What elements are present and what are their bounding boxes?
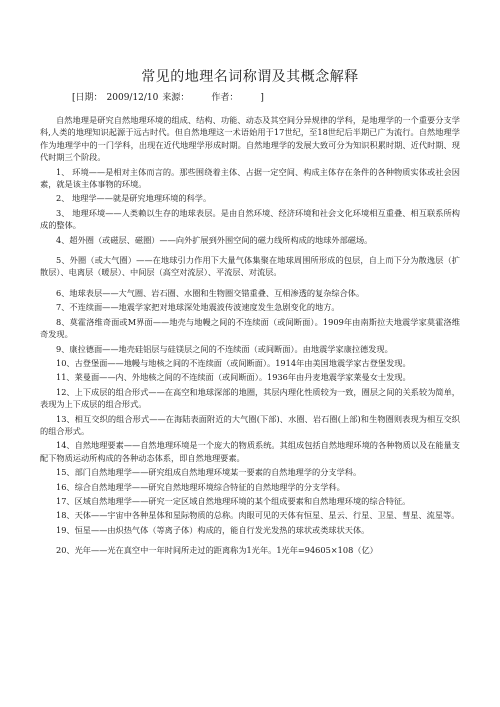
meta-author-label: 作者： xyxy=(211,93,239,103)
page-title: 常见的地理名词称谓及其概念解释 xyxy=(141,69,359,85)
article-meta xyxy=(72,92,460,105)
meta-source-label: 来源： xyxy=(162,93,190,103)
list-item: 8、莫霍洛维奇面或M界面——地壳与地幔之间的不连续面（或间断面）。1909年由南斯拉夫地震学家莫霍洛维奇发现。 xyxy=(40,316,460,340)
list-item: 19、恒星——由炽热气体（等离子体）构成的，能自行发光发热的球状或类球状天体。 xyxy=(56,524,370,535)
list-item: 7、不连续面——地震学家把对地球深处地震波传波速度发生急剧变化的地方。 xyxy=(56,302,340,313)
meta-date: 2009/12/10 xyxy=(106,93,159,103)
list-item: 5、外圈（或大气圈）——在地球引力作用下大量气体集聚在地球周围所形成的包层，自上而下分为散逸层（扩散层）、电离层（暖层）、中间层（高空对流层）、平流层、对流层。 xyxy=(40,255,460,278)
list-item: 1、 环境——是相对主体而言的。那些围绕着主体、占据一定空间、构成主体存在条件的各种物质实体或社会因素，就是该主体事物的环境。 xyxy=(40,166,460,190)
list-item: 2、 地理学——就是研究地理环境的科学。 xyxy=(56,193,212,204)
intro-paragraph: 自然地理是研究自然地理环境的组成、结构、功能、动态及其空间分异规律的学科，是地理学的一个重要分支学科,人类的地理知识起源于远古时代。但自然地理这一术语始用于17世纪，至18世纪后半期已广为流行。自然地理学作为地理学中的一门学科，出现在近代地理学形成时期。自然地理学的发展大致可分为知识积累时期、近代时期、现代时期三个阶段。 xyxy=(40,115,460,163)
list-item: 18、天体——宇宙中各种星体和星际物质的总称。肉眼可见的天体有恒星、星云、行星、卫星、彗星、流星等。 xyxy=(56,510,460,521)
list-item: 16、综合自然地理学——研究自然地理环境综合特征的自然地理学的分支学科。 xyxy=(56,481,345,492)
list-item: 6、地球表层——大气圈、岩石圈、水圈和生物圈交错重叠、互相渗透的复杂综合体。 xyxy=(56,287,365,298)
list-item: 13、相互交织的组合形式——在海陆表面附近的大气圈(下部)、水圈、岩石圈(上部)和生物圈则表现为相互交织的组合形式。 xyxy=(40,413,460,436)
list-item: 17、区域自然地理学——研究一定区域自然地理环境的某个组成要素和自然地理环境的综合特征。 xyxy=(56,495,411,506)
list-item: 11、莱曼面——内、外地核之间的不连续面（或间断面）。1936年由丹麦地震学家莱曼女士发现。 xyxy=(56,372,411,383)
list-item: 15、部门自然地理学——研究组成自然地理环境某一要素的自然地理学的分支学科。 xyxy=(56,467,362,478)
list-item: 20、光年——光在真空中一年时间所走过的距离称为1光年。1光年=94605×108（亿） xyxy=(56,545,378,556)
list-item: 14、自然地理要素——自然地理环境是一个庞大的物质系统。其组成包括自然地理环境的各种物质以及在能量支配下物质运动所构成的各种动态体系，即自然地理要素。 xyxy=(40,440,460,463)
list-item: 4、超外圈（或磁层、磁圈）——向外扩展到外围空间的磁力线所构成的地球外部磁场。 xyxy=(56,234,373,245)
list-item: 3、 地理环境——人类赖以生存的地球表层。是由自然环境、经济环境和社会文化环境相互重叠、相互联系所构成的整体。 xyxy=(40,207,460,231)
list-item: 10、古登堡面——地幔与地核之间的不连续面（或间断面）。1914年由美国地震学家古登堡发现。 xyxy=(56,357,411,368)
meta-open: [日期： xyxy=(72,93,103,103)
list-item: 9、康拉德面——地壳硅铝层与硅镁层之间的不连续面（或间断面）。由地震学家康拉德发现。 xyxy=(56,343,393,354)
list-item: 12、上下成层的组合形式——在高空和地球深部的地圈，其层内理化性质较为一致，圈层之间的关系较为简单，表现为上下成层的组合形式。 xyxy=(40,386,460,410)
meta-close: ] xyxy=(260,93,264,103)
